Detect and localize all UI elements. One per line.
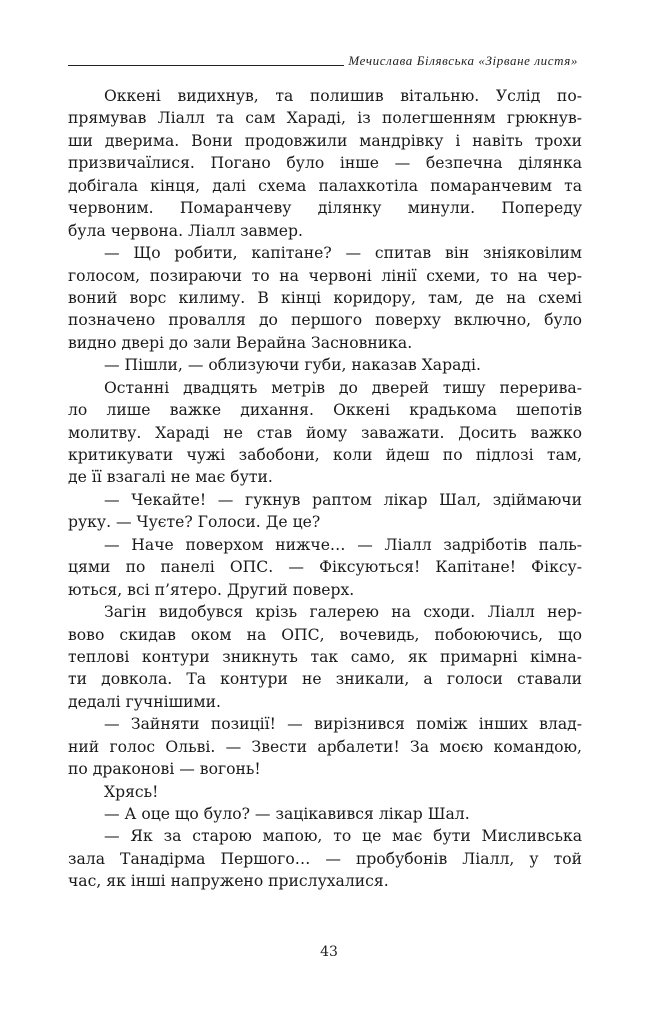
body-text [68, 85, 582, 893]
text-line: молитву. Хараді не став йому заважати. Досить важко [68, 423, 582, 442]
text-line: зала Танадірма Першого… — пробубонів Ліалл, у той [68, 849, 582, 868]
text-line: дедалі гучнішими. [68, 692, 221, 711]
text-line: руку. — Чуєте? Голоси. Де це? [68, 513, 321, 532]
text-line: була червона. Ліалл завмер. [68, 221, 303, 240]
text-line: ний голос Ольві. — Звести арбалети! За моєю командою, [68, 737, 582, 756]
text-line: — Зайняти позиції! — вирізнився поміж інших влад- [104, 715, 582, 734]
text-line: — Наче поверхом нижче… — Ліалл задріботів паль- [104, 535, 582, 554]
text-line: критикувати чужі забобони, коли йдеш по підлозі там, [68, 446, 582, 464]
text-line: Оккені видихнув, та полишив вітальню. Услід по- [104, 87, 582, 105]
text-line: теплові контури зникнуть так само, як примарні кімна- [68, 647, 582, 666]
text-line: червоним. Помаранчеву ділянку минули. Попереду [68, 199, 582, 218]
page-number: 43 [320, 944, 338, 960]
text-line: — Що робити, капітане? — спитав він зніяковілим [104, 244, 582, 263]
text-line: Останні двадцять метрів до дверей тишу перерива- [104, 378, 582, 397]
text-line: воний ворс килиму. В кінці коридору, там, де на схемі [68, 288, 582, 307]
text-line: ши дверима. Вони продовжили мандрівку і навіть трохи [68, 131, 582, 150]
text-line: позначено провалля до першого поверху включно, було [68, 311, 582, 330]
text-line: Загін видобувся крізь галерею на сходи. Ліалл нер- [104, 603, 582, 622]
text-line: час, як інші напружено прислухалися. [68, 872, 389, 891]
text-line: ло лише важке дихання. Оккені крадькома шепотів [68, 401, 582, 420]
text-line: — А оце що було? — зацікавився лікар Шал. [104, 805, 470, 823]
text-line: ються, всі п’ятеро. Другий поверх. [68, 580, 355, 599]
text-line: де її взагалі не має бути. [68, 468, 273, 487]
text-line: Хрясь! [104, 782, 159, 801]
text-line: цями по панелі ОПС. — Фіксуються! Капітане! Фіксу- [68, 558, 582, 577]
running-head [68, 49, 578, 69]
text-line: голосом, позираючи то на червоні лінії схеми, то на чер- [68, 266, 582, 285]
header-rule [68, 65, 344, 66]
text-line: — Пішли, — облизуючи губи, наказав Хараді. [104, 356, 481, 375]
text-line: прямував Ліалл та сам Хараді, із полегшенням грюкнув- [68, 109, 582, 128]
text-line: видно двері до зали Верайна Засновника. [68, 333, 413, 352]
text-line: ти довкола. Та контури не зникали, а голоси ставали [68, 670, 582, 689]
text-line: — Чекайте! — гукнув раптом лікар Шал, здіймаючи [104, 490, 582, 509]
text-line: по драконові — вогонь! [68, 760, 261, 779]
running-title: Мечислава Білявська «Зірване листя» [348, 53, 578, 68]
text-line: призвичаїлися. Погано було інше — безпечна ділянка [68, 154, 582, 173]
text-line: — Як за старою мапою, то це має бути Мисливська [104, 827, 582, 846]
text-line: добігала кінця, далі схема палахкотіла помаранчевим та [68, 176, 582, 195]
text-line: вово скидав оком на ОПС, вочевидь, побоюючись, що [68, 625, 582, 644]
